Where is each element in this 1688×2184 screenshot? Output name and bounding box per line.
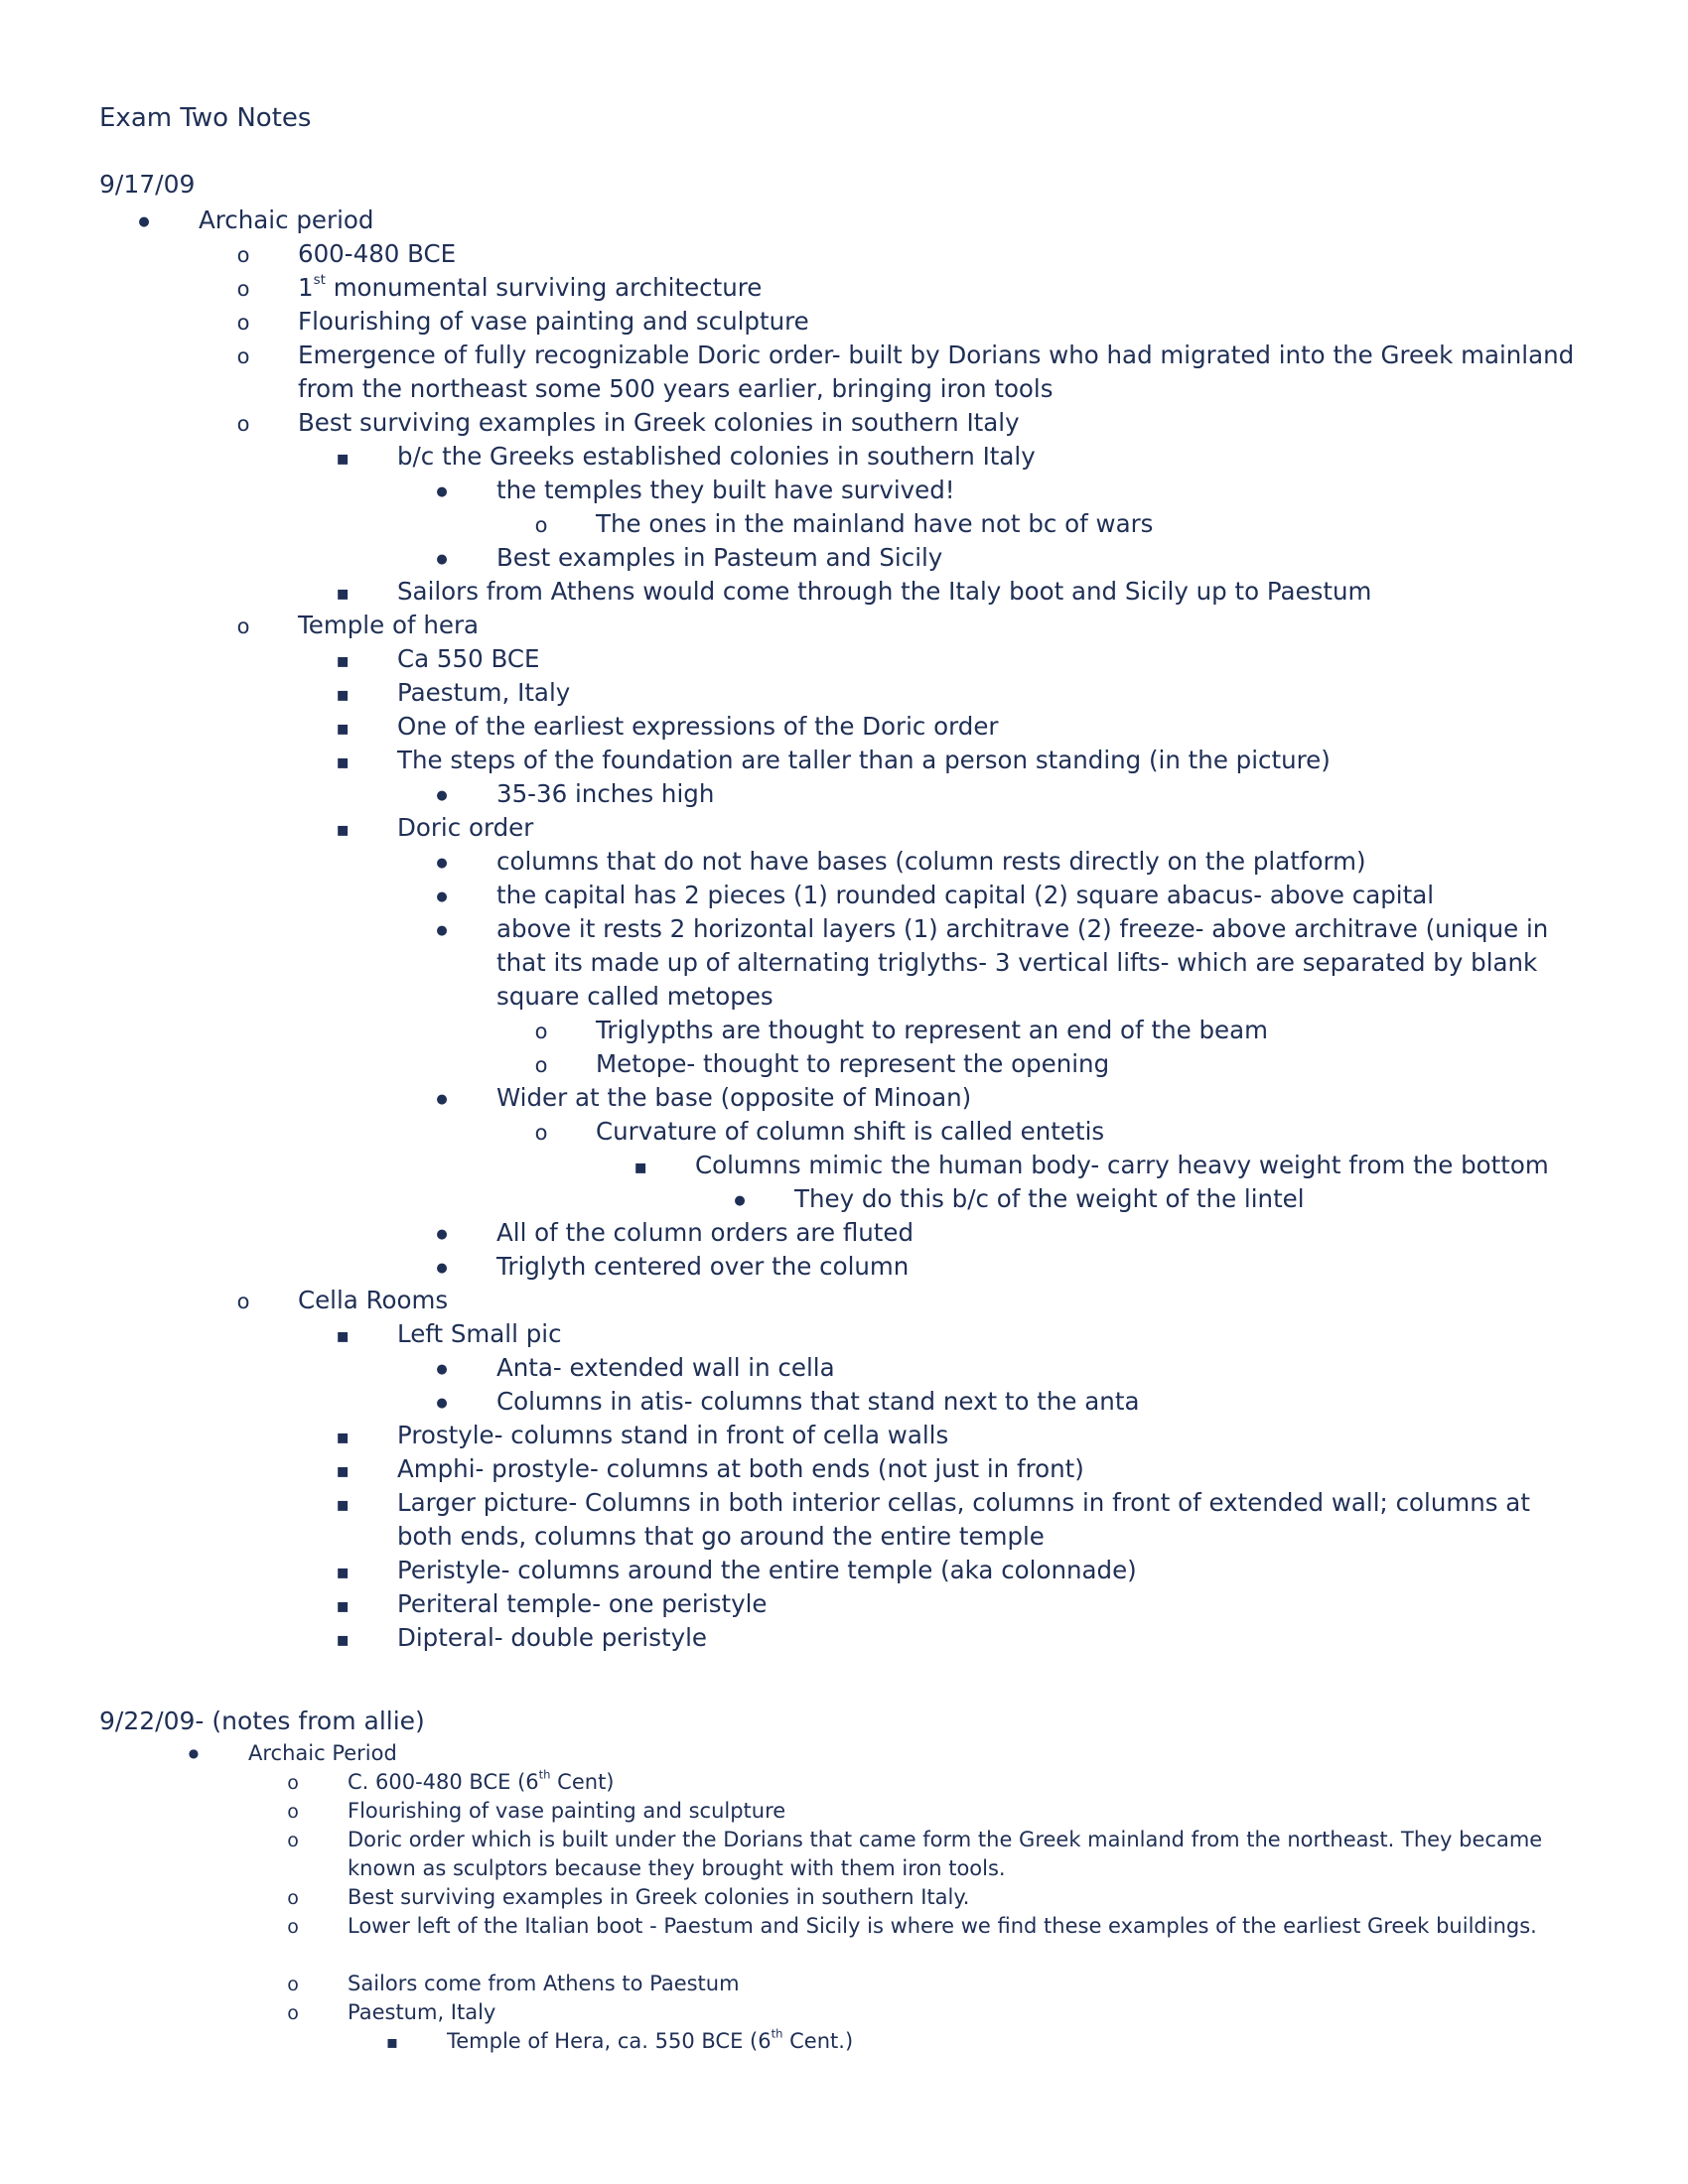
item-text: the capital has 2 pieces (1) rounded capital (2) square abacus- above capital — [496, 881, 1435, 909]
list-item-text — [397, 1317, 1589, 1351]
list-item-text — [348, 1797, 1589, 1826]
list-item-text — [397, 1419, 1589, 1452]
list-item-text — [496, 1385, 1589, 1419]
list-item-text — [496, 474, 1589, 507]
list-item-text — [596, 1115, 1589, 1149]
list-item-text — [397, 811, 1589, 845]
list-item-text — [298, 305, 1589, 339]
item-text: They do this b/c of the weight of the lintel — [794, 1184, 1305, 1213]
list-item-text — [496, 1351, 1589, 1385]
list-item-text — [298, 237, 1589, 271]
list-item-text — [348, 1826, 1589, 1883]
item-text: columns that do not have bases (column rests directly on the platform) — [496, 847, 1366, 876]
list-item-text — [596, 1014, 1589, 1047]
list-item-text — [596, 1047, 1589, 1081]
list-item-text — [298, 271, 1589, 305]
square-bullet-icon — [377, 2027, 407, 2057]
item-text: Lower left of the Italian boot - Paestum and Sicily is where we find these examples of the earliest Greek buildings. — [348, 1914, 1537, 1938]
list-item-text — [397, 710, 1589, 744]
item-text: Triglyth centered over the column — [496, 1252, 910, 1281]
circle-bullet-icon — [526, 1115, 556, 1150]
item-text: Peristyle- columns around the entire temple (aka colonnade) — [397, 1556, 1137, 1584]
circle-bullet-icon — [278, 1797, 308, 1827]
list-item-text — [397, 1452, 1589, 1486]
item-text: Curvature of column shift is called entetis — [596, 1117, 1105, 1146]
circle-bullet-icon — [526, 1014, 556, 1048]
document-title: Exam Two Notes — [99, 103, 312, 133]
square-bullet-icon — [328, 440, 357, 475]
list-item-text — [298, 1284, 1589, 1317]
item-text: Flourishing of vase painting and sculpture — [298, 307, 809, 336]
circle-bullet-icon — [228, 406, 258, 441]
list-item-text — [348, 1998, 1589, 2027]
list-item-text — [496, 879, 1589, 912]
item-text: 600-480 BCE — [298, 239, 457, 268]
item-text: 1 — [298, 273, 314, 302]
square-bullet-icon — [328, 1452, 357, 1487]
list-item-text — [496, 1081, 1589, 1115]
item-text: Prostyle- columns stand in front of cella walls — [397, 1421, 949, 1449]
item-superscript: th — [771, 2026, 783, 2041]
item-text: Sailors from Athens would come through the Italy boot and Sicily up to Paestum — [397, 577, 1372, 606]
square-bullet-icon — [328, 642, 357, 677]
item-text: Temple of hera — [298, 611, 480, 639]
item-text: Sailors come from Athens to Paestum — [348, 1972, 740, 1995]
list-item-text — [496, 1216, 1589, 1250]
item-text: The steps of the foundation are taller than a person standing (in the picture) — [397, 746, 1331, 774]
item-text: Best examples in Pasteum and Sicily — [496, 543, 943, 572]
list-item-text — [397, 1486, 1589, 1554]
item-text: Anta- extended wall in cella — [496, 1353, 835, 1382]
list-item-text — [447, 2027, 1589, 2056]
item-text: Archaic period — [199, 205, 374, 234]
list-item-text — [695, 1149, 1589, 1182]
list-item-text — [348, 1912, 1589, 1941]
list-item-text — [397, 642, 1589, 676]
circle-bullet-icon — [278, 1998, 308, 2028]
item-text: C. 600-480 BCE (6 — [348, 1770, 539, 1794]
list-item-text — [496, 541, 1589, 575]
item-text: Doric order — [397, 813, 534, 842]
item-text: Amphi- prostyle- columns at both ends (not just in front) — [397, 1454, 1084, 1483]
item-text: Paestum, Italy — [397, 678, 571, 707]
list-item-text — [348, 1883, 1589, 1912]
square-bullet-icon — [328, 811, 357, 846]
item-text: Dipteral- double peristyle — [397, 1623, 707, 1652]
list-item-text — [298, 339, 1589, 406]
circle-bullet-icon — [228, 237, 258, 272]
item-text-continued: Cent) — [550, 1770, 615, 1794]
item-text: One of the earliest expressions of the Doric order — [397, 712, 999, 741]
item-text: Best surviving examples in Greek colonies in southern Italy. — [348, 1885, 970, 1909]
item-text: The ones in the mainland have not bc of wars — [596, 509, 1154, 538]
circle-bullet-icon — [278, 1970, 308, 1999]
list-item-text — [397, 440, 1589, 474]
disc-bullet-icon — [427, 474, 457, 512]
square-bullet-icon — [328, 1554, 357, 1588]
item-text: Columns mimic the human body- carry heavy weight from the bottom — [695, 1151, 1549, 1179]
square-bullet-icon — [328, 1419, 357, 1453]
item-text: 35-36 inches high — [496, 779, 715, 808]
square-bullet-icon — [626, 1149, 655, 1183]
section-date: 9/17/09 — [99, 170, 196, 199]
list-item-text — [397, 1554, 1589, 1587]
section-date: 9/22/09- (notes from allie) — [99, 1706, 425, 1735]
list-item-text — [397, 1621, 1589, 1655]
item-text: Larger picture- Columns in both interior cellas, columns in front of extended wall; columns at both ends, columns that go around the entire temple — [397, 1488, 1530, 1551]
disc-bullet-icon — [129, 204, 159, 242]
list-item-text — [248, 1739, 1589, 1768]
circle-bullet-icon — [526, 507, 556, 542]
square-bullet-icon — [328, 1486, 357, 1521]
item-text: Emergence of fully recognizable Doric order- built by Dorians who had migrated into the Greek mainland from the northeast some 500 years earlier, bringing iron tools — [298, 341, 1575, 403]
list-item-text — [199, 204, 1589, 237]
item-text-continued: Cent.) — [782, 2029, 854, 2053]
square-bullet-icon — [328, 1317, 357, 1352]
item-text: Temple of Hera, ca. 550 BCE (6 — [447, 2029, 772, 2053]
item-text: Wider at the base (opposite of Minoan) — [496, 1083, 972, 1112]
list-item-text — [496, 845, 1589, 879]
disc-bullet-icon — [427, 912, 457, 951]
circle-bullet-icon — [228, 305, 258, 340]
list-item-text — [496, 777, 1589, 811]
list-item-text — [397, 744, 1589, 777]
circle-bullet-icon — [228, 271, 258, 306]
item-text: Doric order which is built under the Dorians that came form the Greek mainland from the northeast. They became known as sculptors because they brought with them iron tools. — [348, 1828, 1543, 1880]
item-text: the temples they built have survived! — [496, 476, 955, 504]
circle-bullet-icon — [278, 1883, 308, 1913]
item-text: Triglypths are thought to represent an end of the beam — [596, 1016, 1268, 1044]
item-text: Flourishing of vase painting and sculpture — [348, 1799, 786, 1823]
circle-bullet-icon — [278, 1912, 308, 1942]
item-text: Ca 550 BCE — [397, 644, 540, 673]
disc-bullet-icon — [179, 1739, 209, 1771]
list-item-text — [794, 1182, 1589, 1216]
square-bullet-icon — [328, 1621, 357, 1656]
disc-bullet-icon — [427, 1081, 457, 1120]
item-text: Metope- thought to represent the opening — [596, 1049, 1110, 1078]
item-superscript: th — [538, 1767, 551, 1782]
item-text: b/c the Greeks established colonies in southern Italy — [397, 442, 1036, 471]
square-bullet-icon — [328, 744, 357, 778]
list-item-text — [397, 575, 1589, 609]
item-text: Archaic Period — [248, 1741, 397, 1765]
square-bullet-icon — [328, 676, 357, 711]
item-text: Periteral temple- one peristyle — [397, 1589, 768, 1618]
circle-bullet-icon — [228, 1284, 258, 1318]
list-item-text — [596, 507, 1589, 541]
item-text: Left Small pic — [397, 1319, 562, 1348]
list-item-text — [348, 1768, 1589, 1797]
list-item-text — [397, 676, 1589, 710]
item-text: Columns in atis- columns that stand next to the anta — [496, 1387, 1140, 1416]
item-text: Paestum, Italy — [348, 2000, 496, 2024]
circle-bullet-icon — [228, 339, 258, 373]
square-bullet-icon — [328, 1587, 357, 1622]
list-item-text — [348, 1970, 1589, 1998]
item-text: above it rests 2 horizontal layers (1) architrave (2) freeze- above architrave (unique in that its made up of alternating triglyths- 3 vertical lifts- which are separated by blank square called metopes — [496, 914, 1549, 1011]
list-item-text — [496, 912, 1589, 1014]
circle-bullet-icon — [278, 1768, 308, 1798]
square-bullet-icon — [328, 710, 357, 745]
square-bullet-icon — [328, 575, 357, 610]
circle-bullet-icon — [228, 609, 258, 643]
item-superscript: st — [313, 271, 326, 288]
item-text: Cella Rooms — [298, 1286, 449, 1314]
circle-bullet-icon — [526, 1047, 556, 1082]
list-item-text — [496, 1250, 1589, 1284]
item-text-continued: monumental surviving architecture — [325, 273, 763, 302]
list-item-text — [298, 406, 1589, 440]
item-text: Best surviving examples in Greek colonies in southern Italy — [298, 408, 1020, 437]
circle-bullet-icon — [278, 1826, 308, 1855]
list-item-text — [397, 1587, 1589, 1621]
list-item-text — [298, 609, 1589, 642]
item-text: All of the column orders are fluted — [496, 1218, 914, 1247]
